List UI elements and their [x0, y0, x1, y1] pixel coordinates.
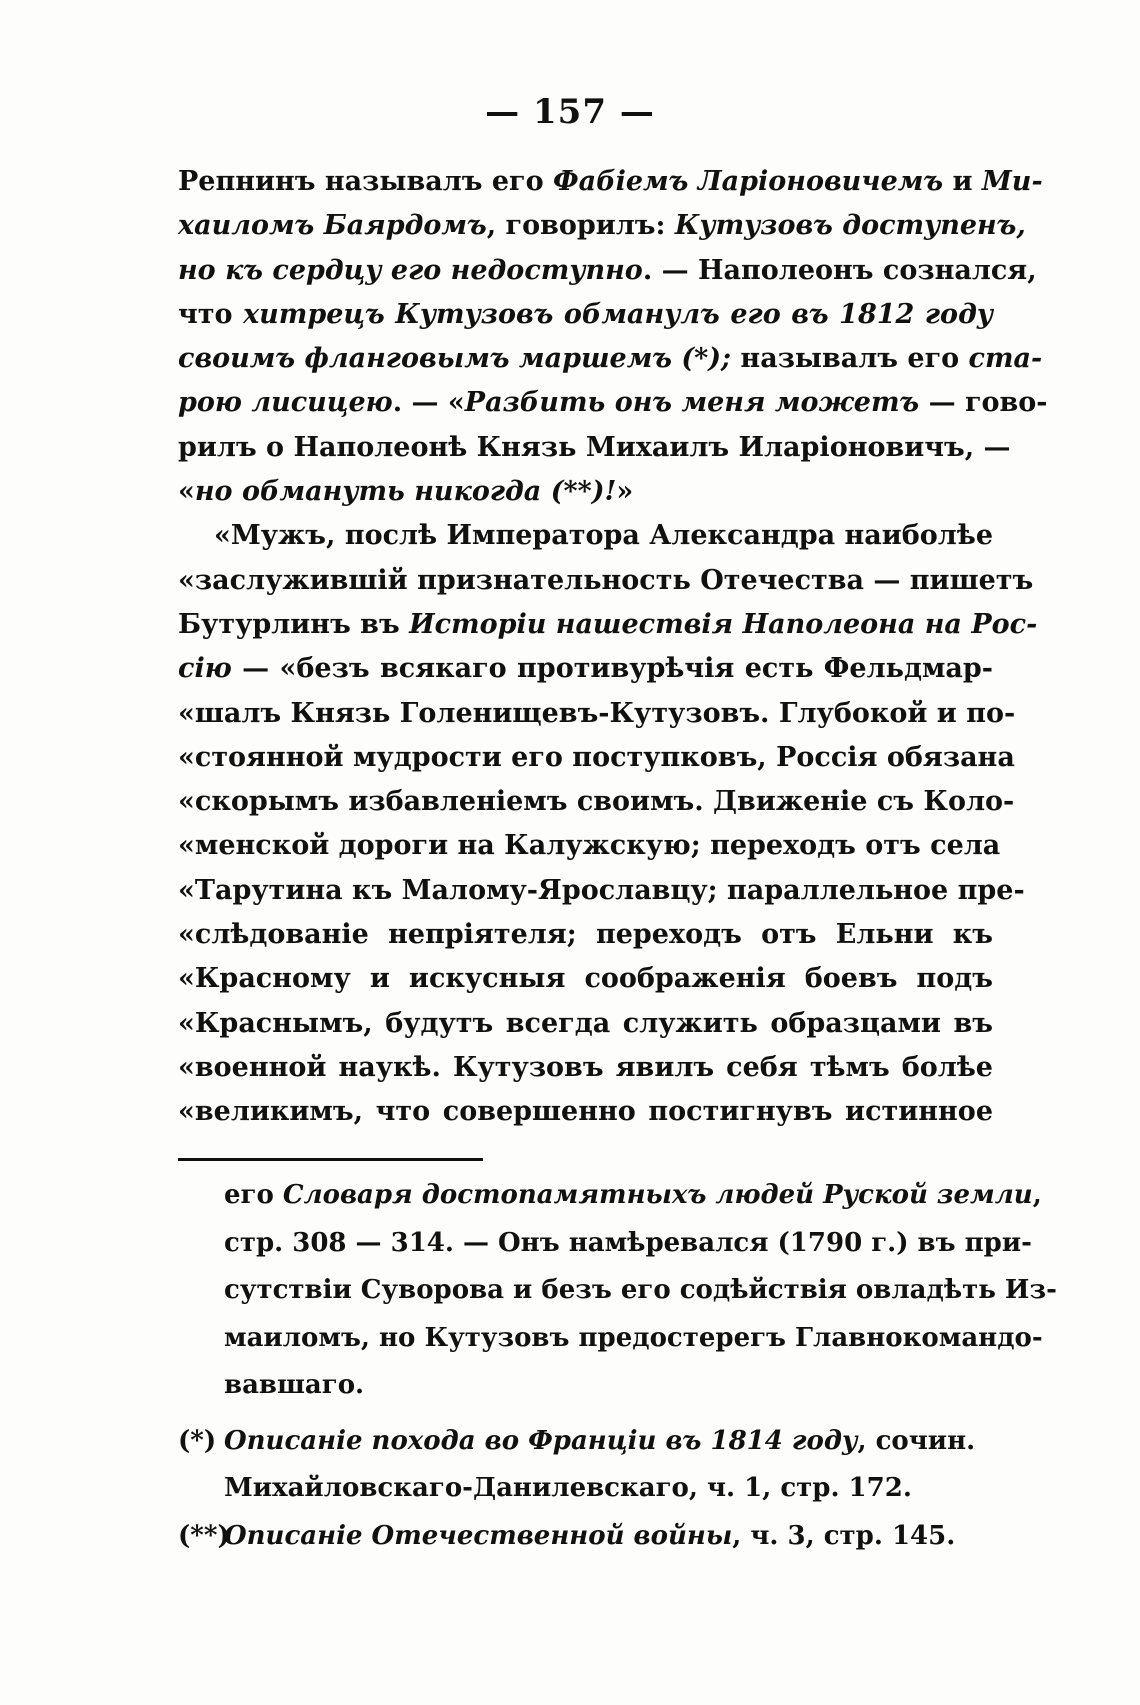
text-line [178, 869, 1025, 913]
text-run: «Тарутина къ Малому-Ярославцу; параллельное пре- [178, 874, 1025, 906]
footnotes-area [178, 1172, 1057, 1560]
text-line [178, 736, 1015, 780]
footnote-list [178, 1418, 993, 1561]
italic-text: Словаря достопамятныхъ людей Руской земли [282, 1180, 1033, 1210]
italic-text: Исторіи нашествія Наполеона на Рос- [409, 608, 1038, 640]
italic-text: Ми- [981, 166, 1043, 197]
italic-text: Описаніе похода во Франціи въ 1814 году [224, 1425, 858, 1456]
text-run: «Краснымъ, будутъ всегда служить образцами въ [178, 1007, 993, 1039]
text-line [178, 1002, 993, 1046]
italic-text: но обмануть никогда (**)! [194, 476, 617, 508]
footnote-mark: (**) [178, 1520, 230, 1551]
text-line [178, 470, 993, 514]
text-run: «менской дороги на Калужскую; переходъ отъ села [178, 830, 1001, 862]
text-run: «шалъ Князь Голенищевъ-Кутузовъ. Глубокой и по- [178, 697, 1016, 729]
text-run: его [224, 1180, 283, 1210]
text-line [178, 780, 1015, 824]
text-run: Михайловскаго-Данилевскаго, ч. 1, стр. 172. [224, 1473, 912, 1503]
text-run: « [178, 476, 195, 508]
text-run: маиломъ, но Кутузовъ предостерегъ Главнокомандо- [224, 1322, 1043, 1353]
text-run: «военной наукѣ. Кутузовъ явилъ себя тѣмъ болѣе [178, 1051, 993, 1083]
text-line [178, 647, 993, 691]
italic-text: Фабіемъ Ларіоновичемъ [553, 166, 944, 197]
text-run: — гово- [919, 387, 1048, 419]
text-run: , сочин. [857, 1425, 976, 1456]
main-text [178, 160, 1048, 1135]
text-run: «скорымъ избавленіемъ своимъ. Движеніе съ Коло- [178, 786, 1015, 818]
footnote-line [224, 1267, 1057, 1315]
text-run: «слѣдованіе непріятеля; переходъ отъ Ельни къ [178, 919, 993, 951]
italic-text: хаиломъ Баярдомъ [178, 210, 487, 242]
text-line [178, 603, 1038, 647]
text-run: называлъ его [731, 343, 969, 375]
text-line [178, 381, 1048, 425]
text-run: » [616, 476, 634, 508]
text-line [178, 160, 1043, 204]
italic-text: рою лисицею [178, 387, 393, 419]
text-line [178, 337, 1043, 381]
text-run: Репнинъ называлъ его [178, 166, 553, 197]
text-run: «Мужъ, послѣ Императора Александра наиболѣе [214, 520, 993, 552]
italic-text: Описаніе Отечественной войны [224, 1520, 733, 1551]
footnote-line [178, 1465, 993, 1513]
text-line [178, 514, 993, 558]
text-line [178, 1090, 993, 1134]
text-run: . — Наполеонъ сознался, [642, 254, 1037, 286]
footnote-line [224, 1362, 993, 1410]
italic-text: Разбить онъ меня можетъ [464, 387, 920, 419]
italic-text: хитрецъ Кутузовъ обманулъ его въ 1812 году [243, 298, 993, 330]
italic-text: ста- [968, 343, 1043, 375]
text-run: , [1032, 1180, 1042, 1210]
italic-text: сію [178, 653, 232, 685]
footnote-mark: (*) [178, 1425, 217, 1456]
italic-text: но къ сердцу его недоступно [178, 254, 643, 286]
text-run: вавшаго. [224, 1370, 365, 1400]
footnote-rule [178, 1158, 483, 1161]
text-run: , ч. 3, стр. 145. [732, 1520, 956, 1551]
text-run: Бутурлинъ въ [178, 608, 410, 640]
text-run: «заслужившій признательность Отечества — пишетъ [178, 564, 1034, 596]
footnote-line [224, 1172, 1042, 1220]
footnote-line [224, 1220, 1032, 1268]
text-line [178, 249, 1037, 293]
footnote-line [178, 1513, 993, 1561]
text-line [178, 824, 1001, 868]
text-run: что [178, 298, 244, 330]
text-run: , говорилъ: [486, 210, 675, 242]
text-run: стр. 308 — 314. — Онъ намѣревался (1790 г.) въ при- [224, 1227, 1032, 1258]
text-run: «стоянной мудрости его поступковъ, Россія обязана [178, 741, 1015, 773]
page-number: — 157 — [485, 92, 655, 132]
text-line [178, 1046, 993, 1090]
footnote-line [178, 1418, 993, 1466]
text-run: и [943, 166, 982, 197]
text-line [178, 559, 1034, 603]
italic-text: своимъ фланговымъ маршемъ (*); [178, 343, 732, 375]
footnote-line [224, 1315, 1043, 1363]
text-run: «великимъ, что совершенно постигнувъ истинное [178, 1096, 993, 1128]
text-line [178, 204, 1026, 248]
text-run: — «безъ всякаго противурѣчія есть Фельдмар- [231, 653, 993, 685]
italic-text: Кутузовъ доступенъ, [674, 210, 1026, 242]
text-line [178, 913, 993, 957]
text-line [178, 293, 993, 337]
text-line [178, 426, 1011, 470]
text-run: сутствіи Суворова и безъ его содѣйствія овладѣть Из- [224, 1275, 1057, 1305]
text-run: рилъ о Наполеонѣ Князь Михаилъ Иларіоновичъ, — [178, 431, 1011, 463]
footnote-continuation [178, 1172, 1057, 1410]
text-line [178, 692, 1016, 736]
text-run: «Красному и искусныя соображенія боевъ подъ [178, 963, 993, 995]
text-run: . — « [392, 387, 465, 419]
text-line [178, 957, 993, 1001]
